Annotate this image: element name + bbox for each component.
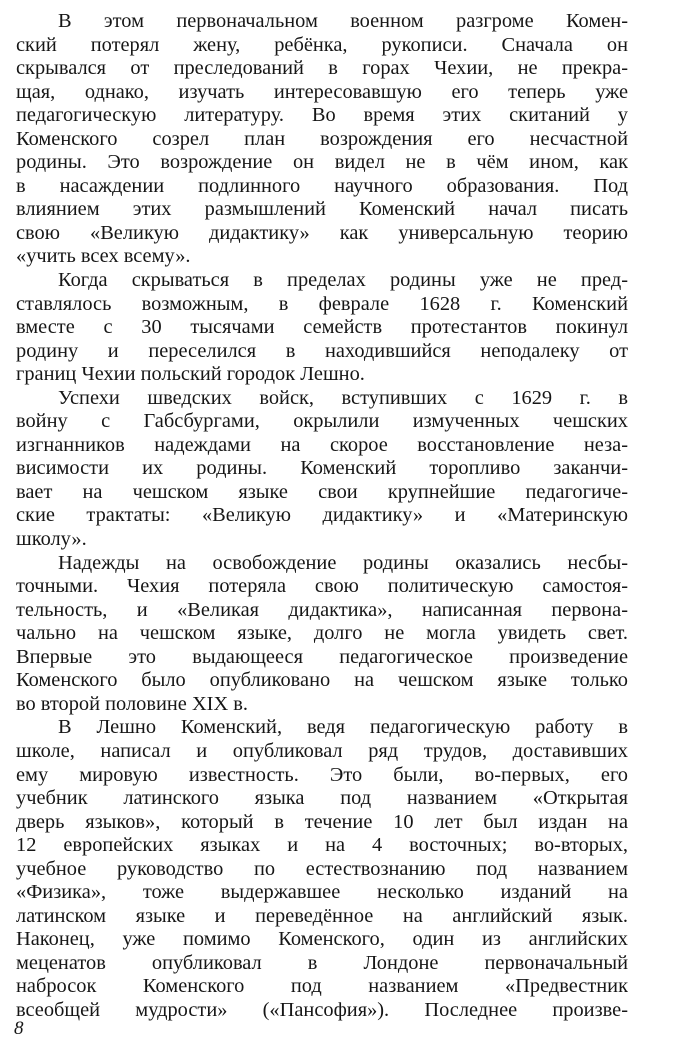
text-line: «Физика», тоже выдержавшее несколько изданий на [16, 881, 628, 904]
text-line: щая, однако, изучать интересовавшую его теперь уже [16, 80, 628, 103]
text-line: ему мировую известность. Это были, во-первых, его [16, 763, 628, 786]
text-line: меценатов опубликовал в Лондоне первоначальный [16, 951, 628, 974]
text-line: Когда скрываться в пределах родины уже не пред- [58, 269, 628, 292]
text-line: границ Чехии польский городок Лешно. [16, 363, 365, 386]
paragraph [16, 10, 628, 269]
text-line: чально на чешском языке, долго не могла увидеть свет. [16, 622, 628, 645]
page-number: 8 [14, 1018, 24, 1039]
text-line: Коменского созрел план возрождения его несчастной [16, 127, 628, 150]
text-line: латинском языке и переведённое на английский язык. [16, 904, 628, 927]
text-line: ставлялось возможным, в феврале 1628 г. Коменский [16, 292, 628, 315]
text-line: висимости их родины. Коменский торопливо заканчи- [16, 457, 628, 480]
paragraph [16, 269, 628, 387]
text-line: В Лешно Коменский, ведя педагогическую работу в [58, 716, 628, 739]
text-line: дверь языков», который в течение 10 лет был издан на [16, 810, 628, 833]
text-line: изгнанников надеждами на скорое восстановление неза- [16, 433, 628, 456]
text-line: Впервые это выдающееся педагогическое произведение [16, 645, 628, 668]
text-line: школу». [16, 528, 87, 551]
text-line: Коменского было опубликовано на чешском языке только [16, 669, 628, 692]
text-line: родины. Это возрождение он видел не в чём ином, как [16, 151, 628, 174]
text-line: вает на чешском языке свои крупнейшие педагогиче- [16, 480, 628, 503]
text-line: тельность, и «Великая дидактика», написанная первона- [16, 598, 628, 621]
text-line: войну с Габсбургами, окрылили измученных чешских [16, 410, 628, 433]
text-line: педагогическую литературу. Во время этих скитаний у [16, 104, 628, 127]
text-line: набросок Коменского под названием «Предвестник [16, 975, 628, 998]
text-line: свою «Великую дидактику» как универсальную теорию [16, 221, 628, 244]
text-line: Надежды на освобождение родины оказались несбы- [58, 551, 628, 574]
text-line: В этом первоначальном военном разгроме Комен- [58, 10, 628, 32]
text-line: учебное руководство по естествознанию под названием [16, 857, 628, 880]
text-line: Наконец, уже помимо Коменского, один из английских [16, 928, 628, 951]
text-line: вместе с 30 тысячами семейств протестантов покинул [16, 316, 628, 339]
text-line: учебник латинского языка под названием «Открытая [16, 787, 628, 810]
text-line: ский потерял жену, ребёнка, рукописи. Сначала он [16, 33, 628, 56]
text-line: всеобщей мудрости» («Пансофия»). Последнее произве- [16, 998, 628, 1021]
text-line: влиянием этих размышлений Коменский начал писать [16, 198, 628, 221]
text-line: «учить всех всему». [16, 245, 191, 268]
page-body [16, 10, 628, 1023]
paragraph [16, 387, 628, 552]
text-line: 12 европейских языках и на 4 восточных; во-вторых, [16, 834, 628, 857]
paragraph [16, 552, 628, 717]
paragraph [16, 716, 628, 1022]
text-line: точными. Чехия потеряла свою политическую самостоя- [16, 575, 628, 598]
text-line: Успехи шведских войск, вступивших с 1629 г. в [58, 386, 628, 409]
text-line: скрывался от преследований в горах Чехии, не прекра- [16, 57, 628, 80]
text-line: родину и переселился в находившийся неподалеку от [16, 339, 628, 362]
text-line: во второй половине XIX в. [16, 692, 249, 715]
text-line: школе, написал и опубликовал ряд трудов, доставивших [16, 739, 628, 762]
text-line: ские трактаты: «Великую дидактику» и «Материнскую [16, 504, 628, 527]
text-line: в насаждении подлинного научного образования. Под [16, 174, 628, 197]
